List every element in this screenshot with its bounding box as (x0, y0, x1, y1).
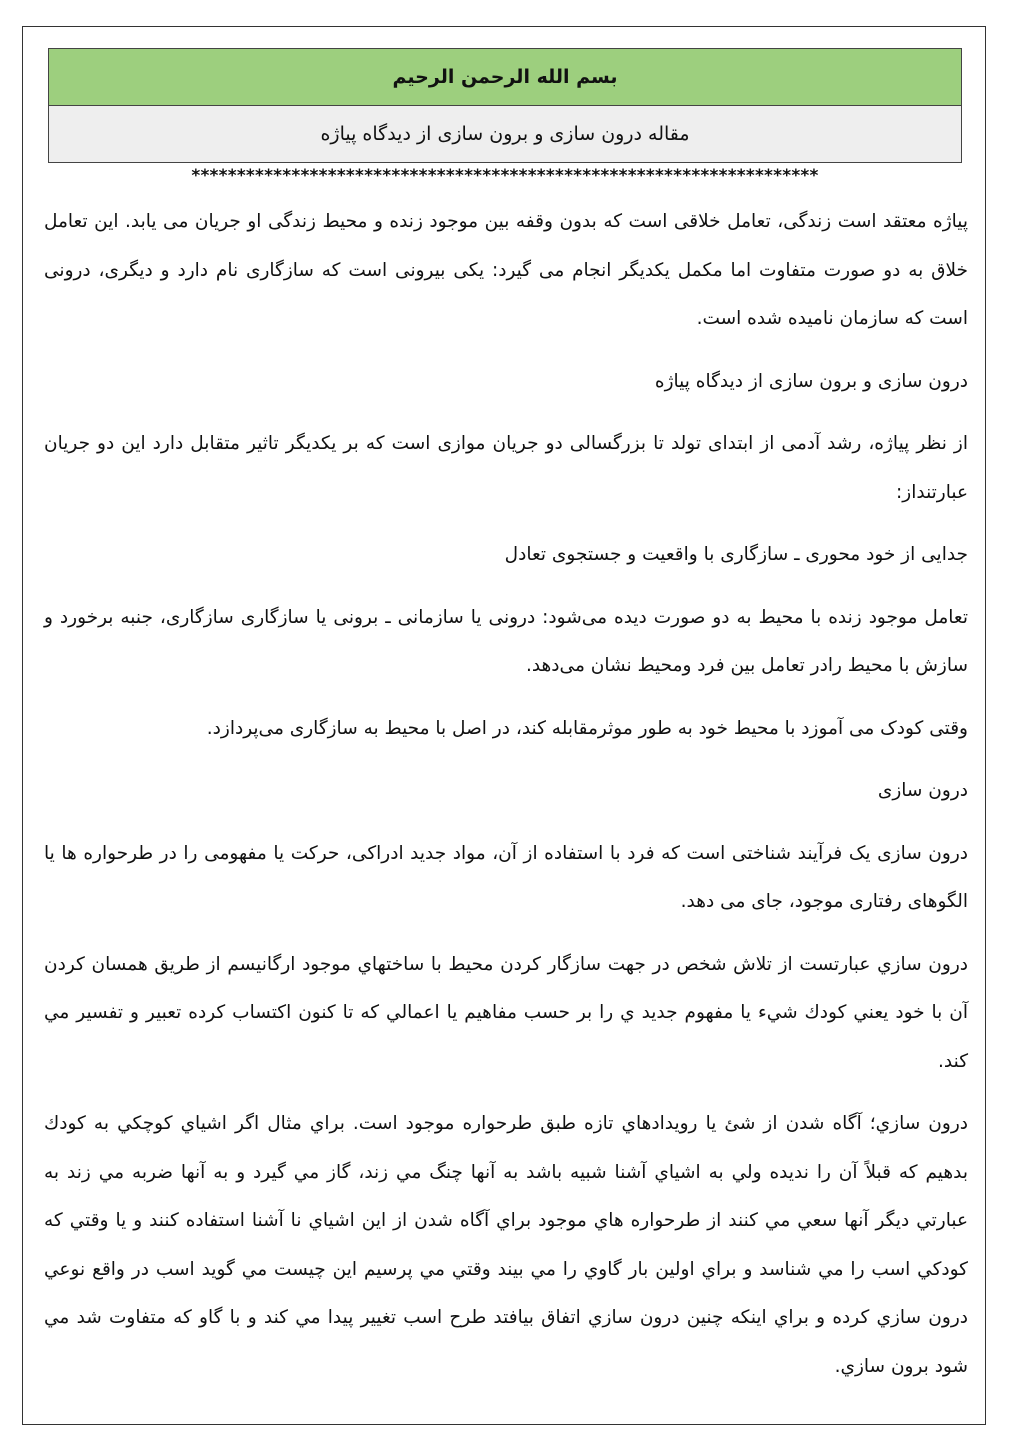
header-table (48, 48, 962, 163)
article-body (44, 198, 968, 1405)
paragraph-child-adaptation: وقتی کودک می آموزد با محیط خود به طور موثرمقابله کند، در اصل با محیط به سازگاری می‌پردازد. (206, 717, 968, 739)
paragraph-assimilation-example: درون سازي؛ آگاه شدن از شئ يا رويدادهاي تازه طبق طرحواره موجود است. براي مثال اگر اشياي كوچكي به كودك بدهيم كه قبلاً آن را نديده ولي به اشياي آشنا شبيه باشد به آنها چنگ مي زند، گاز مي گيرد و به آنها ضربه مي زند به عبارتي ديگر آنها سعي مي كنند از طرحواره هاي موجود براي آگاه شدن از اين اشياي نا آشنا استفاده كنند و يا وقتي كه كودكي اسب را مي شناسد و براي اولين بار گاوي را مي بيند وقتي مي پرسيم اين چيست مي گويد اسب در واقع نوعي درون سازي كرده و براي اينكه چنين درون سازي اتفاق بيافتد طرح اسب تغيير پيدا مي كند و با گاو كه متفاوت شد مي شود برون سازي. (44, 1113, 968, 1377)
star-separator: ********************************************************************* (191, 166, 819, 186)
paragraph-intro: پیاژه معتقد است زندگی، تعامل خلاقی است که بدون وقفه بین موجود زنده و محیط زندگی او جریان می یابد. این تعامل خلاق به دو صورت متفاوت اما مکمل یکدیگر انجام می گیرد: یکی بیرونی است که سازگاری نام دارد و دیگری، درونی است که سازمان نامیده شده است. (44, 211, 968, 329)
article-title: مقاله درون سازی و برون سازی از دیدگاه پیاژه (49, 106, 961, 162)
subheading-assimilation-accommodation: درون سازی و برون سازی از دیدگاه پیاژه (654, 370, 968, 392)
paragraph-egocentrism: جدایی از خود محوری ـ سازگاری با واقعیت و جستجوی تعادل (504, 544, 968, 565)
paragraph-growth: از نظر پیاژه، رشد آدمی از ابتدای تولد تا بزرگسالی دو جریان موازی است که بر یکدیگر تاثیر متقابل دارد این دو جریان عبارتنداز: (44, 433, 968, 503)
subheading-assimilation: درون سازی (877, 780, 968, 801)
basmala-heading: بسم الله الرحمن الرحیم (49, 49, 961, 106)
paragraph-assimilation-effort: درون سازي عبارتست از تلاش شخص در جهت سازگار كردن محيط با ساختهاي موجود ارگانيسم از طريق همسان كردن آن با خود يعني كودك شيء يا مفهوم جديد ي را بر حسب مفاهيم يا اعمالي كه تا كنون اكتساب كرده تعبير و تفسير مي كند. (44, 953, 968, 1072)
paragraph-interaction: تعامل موجود زنده با محیط به دو صورت دیده می‌شود: درونی یا سازمانی ـ برونی یا سازگاری سازگاری، جنبه برخورد و سازش با محیط رادر تعامل بین فرد ومحیط نشان می‌دهد. (44, 606, 968, 676)
paragraph-assimilation-definition: درون سازی یک فرآیند شناختی است که فرد با استفاده از آن، مواد جدید ادراکی، حرکت یا مفهومی را در طرحواره ها یا الگوهای رفتاری موجود، جای می دهد. (44, 842, 968, 912)
